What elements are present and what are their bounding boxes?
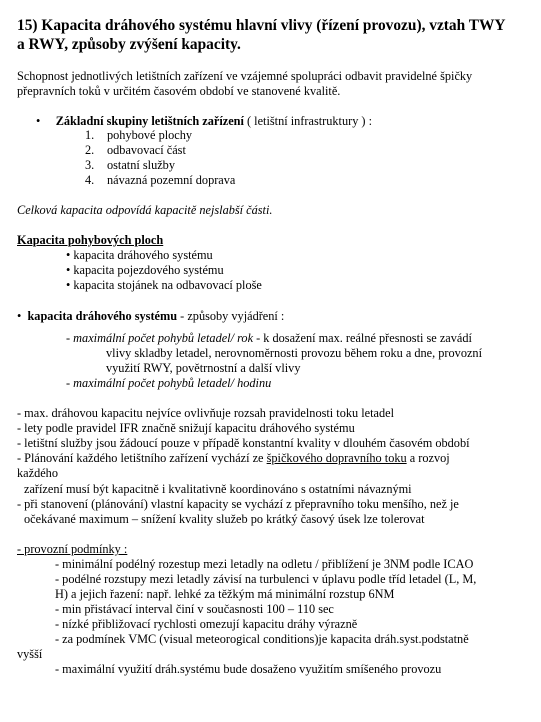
- bullet: •: [36, 114, 41, 128]
- movement-item: • kapacita dráhového systému: [66, 248, 213, 262]
- factor-line: - při stanovení (plánování) vlastní kapacity se vychází z přepravního toku menšího, než je: [17, 497, 459, 511]
- movement-title: Kapacita pohybových ploch: [17, 233, 164, 247]
- heading-line-2: a RWY, způsoby zvýšení kapacity.: [17, 36, 241, 53]
- runway-label: kapacita dráhového systému: [27, 309, 178, 323]
- condition-line: - nízké přibližovací rychlosti omezují kapacitu dráhy výrazně: [55, 617, 358, 631]
- movement-item: • kapacita pojezdového systému: [66, 263, 224, 277]
- list-item: 2. odbavovací část: [85, 143, 186, 157]
- runway-definition-1-cont: vlivy skladby letadel, nerovnoměrnosti provozu během roku a dne, provozní: [106, 346, 482, 360]
- factor-line: - lety podle pravidel IFR značně snižují kapacitu dráhového systému: [17, 421, 355, 435]
- runway-definition-2: - maximální počet pohybů letadel/ hodinu: [66, 376, 272, 390]
- condition-line: - za podmínek VMC (visual meteorogical conditions)je kapacita dráh.syst.podstatně: [55, 632, 469, 646]
- intro-line-2: přepravních toků v určitém časovém období ve stanovené kvalitě.: [17, 84, 341, 98]
- runway-heading: [17, 309, 284, 324]
- heading-line-1: 15) Kapacita dráhového systému hlavní vlivy (řízení provozu), vztah TWY: [17, 17, 506, 34]
- movement-item: • kapacita stojánek na odbavovací ploše: [66, 278, 262, 292]
- factor-line: - Plánování každého letištního zařízení vychází ze špičkového dopravního toku a rozvoj: [17, 451, 450, 465]
- list-item: 4. návazná pozemní doprava: [85, 173, 236, 187]
- runway-label-rest: - způsoby vyjádření :: [177, 309, 285, 323]
- condition-wrap: vyšší: [17, 647, 43, 661]
- factor-line: - letištní služby jsou žádoucí pouze v případě konstantní kvality v dlouhém časovém období: [17, 436, 470, 450]
- conditions-title: - provozní podmínky :: [17, 542, 128, 556]
- groups-heading: [36, 114, 372, 129]
- list-item: 1. pohybové plochy: [85, 128, 193, 142]
- document-heading: [17, 16, 506, 54]
- groups-label: Základní skupiny letištních zařízení: [55, 114, 244, 128]
- list-item: 3. ostatní služby: [85, 158, 175, 172]
- runway-definition-1: - maximální počet pohybů letadel/ rok - k dosažení max. reálné přesnosti se zavádí: [66, 331, 472, 345]
- condition-line: - maximální využití dráh.systému bude dosaženo využitím smíšeného provozu: [55, 662, 442, 676]
- factor-line: zařízení musí být kapacitně i kvalitativně koordinováno s ostatními návaznými: [24, 482, 412, 496]
- factor-line: každého: [17, 466, 58, 480]
- condition-line: H) a jejich řazení: např. lehké za těžkým má minimální rozstup 6NM: [55, 587, 395, 601]
- condition-line: - min přistávací interval činí v současnosti 100 – 110 sec: [55, 602, 334, 616]
- factor-line: očekávané maximum – snížení kvality služeb po krátký časový úsek lze tolerovat: [24, 512, 425, 526]
- intro-line-1: Schopnost jednotlivých letištních zařízení ve vzájemné spolupráci odbavit pravidelné špičky: [17, 69, 473, 83]
- runway-definition-1-cont: využití RWY, povětrnostní a další vlivy: [106, 361, 301, 375]
- bullet: •: [17, 309, 22, 323]
- groups-label-rest: ( letištní infrastruktury ) :: [243, 114, 373, 128]
- factor-line: - max. dráhovou kapacitu nejvíce ovlivňuje rozsah pravidelnosti toku letadel: [17, 406, 394, 420]
- condition-line: - minimální podélný rozestup mezi letadly na odletu / přiblížení je 3NM podle ICAO: [55, 557, 474, 571]
- condition-line: - podélné rozstupy mezi letadly závisí na turbulenci v úplavu podle tříd letadel (L, M,: [55, 572, 477, 586]
- capacity-note: Celková kapacita odpovídá kapacitě nejslabší části.: [17, 203, 273, 217]
